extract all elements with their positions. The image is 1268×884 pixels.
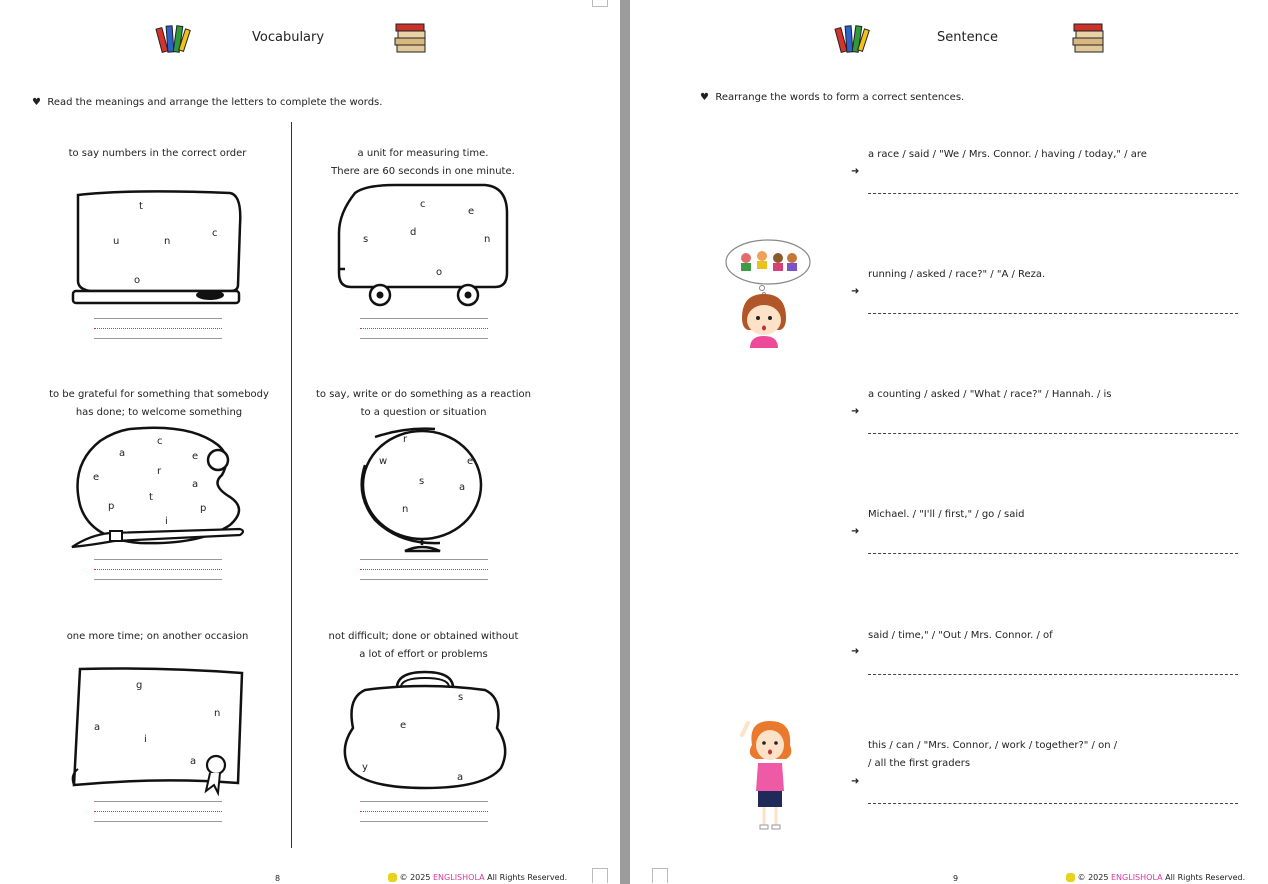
- owl-icon: [388, 873, 397, 882]
- letter: o: [436, 267, 443, 278]
- letter: c: [420, 199, 426, 210]
- letter: n: [164, 236, 171, 247]
- letter: i: [144, 734, 147, 745]
- answer-line[interactable]: [868, 553, 1238, 554]
- scrambled-words: a counting / asked / "What / race?" / Hannah. / is: [868, 389, 1112, 400]
- owl-icon: [1066, 873, 1075, 882]
- arrow-icon: ➜: [851, 406, 860, 417]
- letter: e: [400, 720, 407, 731]
- letter: a: [192, 479, 199, 490]
- page-title: Vocabulary: [252, 30, 325, 45]
- arrow-icon: ➜: [851, 286, 860, 297]
- answer-line[interactable]: [360, 559, 488, 560]
- letter: e: [192, 451, 199, 462]
- bag-icon: [335, 668, 515, 793]
- answer-line[interactable]: [360, 579, 488, 580]
- letter: s: [419, 476, 425, 487]
- answer-line-guide: [94, 811, 222, 812]
- letter: u: [113, 236, 120, 247]
- letter: i: [165, 516, 168, 527]
- letter: r: [157, 466, 162, 477]
- letter: r: [403, 434, 408, 445]
- answer-line[interactable]: [868, 193, 1238, 194]
- letter: d: [410, 227, 417, 238]
- answer-line[interactable]: [360, 318, 488, 319]
- answer-line[interactable]: [868, 313, 1238, 314]
- page-number: 9: [953, 874, 959, 883]
- scrambled-words: this / can / "Mrs. Connor, / work / together?" / on /: [868, 740, 1118, 751]
- answer-line[interactable]: [360, 338, 488, 339]
- globe-icon: [345, 425, 495, 555]
- answer-line-guide: [360, 328, 488, 329]
- arrow-icon: ➜: [851, 166, 860, 177]
- arrow-icon: ➜: [851, 526, 860, 537]
- answer-line[interactable]: [94, 579, 222, 580]
- clue-5: one more time; on another occasion: [66, 631, 249, 642]
- letter: a: [119, 448, 126, 459]
- letter: g: [136, 680, 143, 691]
- letter: p: [200, 503, 207, 514]
- pencils-icon: [155, 20, 191, 56]
- letter: c: [212, 228, 218, 239]
- letter: a: [94, 722, 101, 733]
- letter: e: [93, 472, 100, 483]
- girl-thinking-illustration: [726, 236, 816, 351]
- girl-raising-hand-illustration: [738, 715, 802, 835]
- answer-line[interactable]: [360, 821, 488, 822]
- scrambled-words: said / time," / "Out / Mrs. Connor. / of: [868, 630, 1053, 641]
- page-number: 8: [275, 874, 281, 883]
- page-corner-mark: [592, 0, 608, 7]
- worksheet-page-sentence: [630, 0, 1268, 884]
- scrambled-words-continued: / all the first graders: [868, 758, 971, 769]
- answer-line[interactable]: [868, 674, 1238, 675]
- clue-3: to be grateful for something that somebody has done; to welcome something: [49, 389, 269, 418]
- letter: n: [402, 504, 409, 515]
- letter: w: [379, 456, 388, 467]
- copyright-footer: © 2025 ENGLISHOLA All Rights Reserved.: [388, 873, 567, 882]
- answer-line[interactable]: [94, 318, 222, 319]
- books-icon: [1071, 20, 1107, 56]
- column-divider: [291, 122, 292, 848]
- arrow-icon: ➜: [851, 776, 860, 787]
- page-corner-mark: [592, 868, 608, 883]
- letter: p: [108, 501, 115, 512]
- letter: s: [363, 234, 369, 245]
- clue-4: to say, write or do something as a reaction to a question or situation: [316, 389, 531, 418]
- letter: y: [362, 762, 368, 773]
- answer-line-guide: [360, 569, 488, 570]
- instruction: ♥ Rearrange the words to form a correct sentences.: [700, 92, 965, 103]
- letter: t: [139, 201, 143, 212]
- pencils-icon: [834, 20, 870, 56]
- answer-line[interactable]: [94, 821, 222, 822]
- answer-line-guide: [94, 328, 222, 329]
- letter: a: [190, 756, 197, 767]
- letter: a: [457, 772, 464, 783]
- instruction: ♥ Read the meanings and arrange the letters to complete the words.: [32, 97, 383, 108]
- worksheet-page-vocabulary: [0, 0, 620, 884]
- answer-line-guide: [360, 811, 488, 812]
- letter: n: [214, 708, 221, 719]
- copyright-footer: © 2025 ENGLISHOLA All Rights Reserved.: [1066, 873, 1245, 882]
- letter: t: [149, 492, 153, 503]
- scrambled-words: running / asked / race?" / "A / Reza.: [868, 269, 1046, 280]
- arrow-icon: ➜: [851, 646, 860, 657]
- answer-line[interactable]: [868, 803, 1238, 804]
- answer-line[interactable]: [94, 801, 222, 802]
- clue-2: a unit for measuring time. There are 60 seconds in one minute.: [331, 148, 515, 177]
- letter: e: [468, 206, 475, 217]
- letter: n: [484, 234, 491, 245]
- board-icon: [70, 185, 245, 310]
- letter: e: [467, 456, 474, 467]
- answer-line[interactable]: [94, 559, 222, 560]
- scrambled-words: Michael. / "I'll / first," / go / said: [868, 509, 1025, 520]
- page-title: Sentence: [937, 30, 998, 45]
- answer-line[interactable]: [360, 801, 488, 802]
- letter: c: [157, 436, 163, 447]
- answer-line[interactable]: [94, 338, 222, 339]
- scrambled-words: a race / said / "We / Mrs. Connor. / having / today," / are: [868, 149, 1147, 160]
- page-corner-mark: [652, 868, 668, 883]
- letter: o: [134, 275, 141, 286]
- answer-line-guide: [94, 569, 222, 570]
- answer-line[interactable]: [868, 433, 1238, 434]
- books-icon: [393, 20, 429, 56]
- letter: a: [459, 482, 466, 493]
- letter: s: [458, 692, 464, 703]
- clue-1: to say numbers in the correct order: [68, 148, 247, 159]
- clue-6: not difficult; done or obtained without a lot of effort or problems: [328, 631, 519, 660]
